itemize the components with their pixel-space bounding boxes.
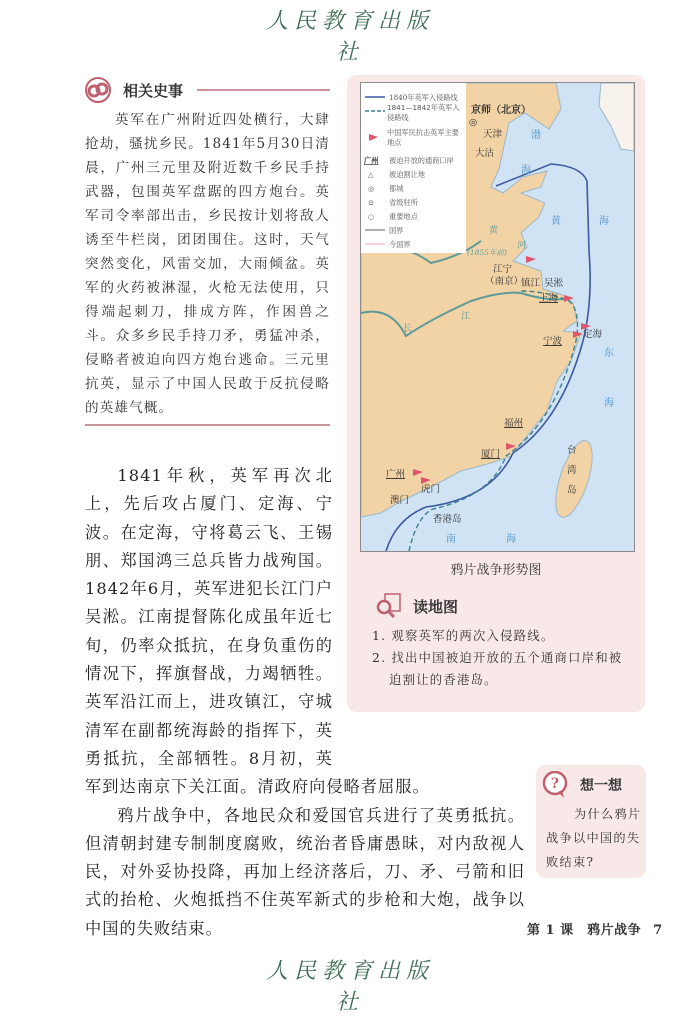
svg-text:黄: 黄 <box>489 226 499 236</box>
read-map-header <box>375 593 458 619</box>
place-label: 宁波 <box>543 336 563 347</box>
svg-text:河: 河 <box>517 241 527 251</box>
read-map-list <box>372 625 632 691</box>
svg-text:海: 海 <box>521 165 531 176</box>
question-icon <box>542 771 568 799</box>
map-caption: 鸦片战争形势图 <box>450 563 542 578</box>
place-label: 虎门 <box>421 484 441 495</box>
map-panel <box>347 75 645 712</box>
place-label: 香港岛 <box>433 514 462 525</box>
place-label: 定海 <box>583 329 603 340</box>
svg-text:江: 江 <box>461 312 471 322</box>
svg-text:⊙: ⊙ <box>368 198 375 207</box>
legend-item: 今国界 <box>389 240 411 249</box>
svg-text:海: 海 <box>604 398 614 409</box>
legend-item: 被迫割让地 <box>389 170 425 179</box>
svg-text:东: 东 <box>604 348 614 359</box>
list-item: 2. 找出中国被迫开放的五个通商口岸和被迫割让的香港岛。 <box>372 650 623 687</box>
opium-war-map <box>360 82 635 552</box>
place-label: 广州 <box>386 469 406 480</box>
read-map-title: 读地图 <box>413 597 459 616</box>
place-label: 吴淞 <box>544 278 564 289</box>
svg-text:广州: 广州 <box>364 156 379 165</box>
svg-text:?: ? <box>550 776 560 792</box>
publisher-logo: 人民教育出版社 <box>265 959 434 1015</box>
svg-text:◎: ◎ <box>368 184 375 193</box>
related-history-sidebar <box>85 76 330 426</box>
paragraph: 鸦片战争中，各地民众和爱国官兵进行了英勇抵抗。但清朝封建专制制度腐败，统治者昏庸愚昧，对内敌视人民，对外妥协投降，再加上经济落后，刀、矛、弓箭和旧式的抬枪、火炮抵挡不住英军新式的步枪和大炮，战争以中国的失败结束。 <box>85 805 525 938</box>
legend-item: 国界 <box>389 226 404 235</box>
divider <box>85 424 330 426</box>
list-item: 1. 观察英军的两次入侵路线。 <box>372 628 555 643</box>
legend-item: 1841—1842年英军入侵路线 <box>387 103 460 122</box>
place-label: 京师（北京） <box>471 105 531 116</box>
place-label: 福州 <box>504 418 524 429</box>
place-label: （南京） <box>485 276 524 287</box>
svg-text:湾: 湾 <box>567 465 577 476</box>
legend-item: 省级驻所 <box>389 198 418 207</box>
place-label: 镇江 <box>521 278 541 289</box>
paragraph: 1841年秋，英军再次北上，先后攻占厦门、定海、宁波。在定海，守将葛云飞、王锡朋、郑国鸿三总兵皆力战殉国。1842年6月，英军进犯长江门户吴淞。江南提督陈化成虽年近七旬，仍率众抵抗，在身负重伤的情况下，挥旗督战，力竭牺牲。英军沿江而上，进攻镇江，守城清军在副都统海龄的指挥下，英勇抵抗，全部牺牲。8月初，英军到达南京下关江面。清政府向侵略者屈服。 <box>85 466 430 797</box>
related-history-icon <box>85 77 111 103</box>
place-label: 上海 <box>539 293 559 304</box>
svg-text:台: 台 <box>567 445 577 456</box>
legend-item: 被迫开放的通商口岸 <box>389 156 454 165</box>
lesson-title: 第 1 课 鸦片战争 <box>527 923 642 938</box>
think-title: 想一想 <box>580 778 622 794</box>
page-number: 7 <box>653 923 663 938</box>
svg-text:长: 长 <box>403 324 413 334</box>
svg-text:渤: 渤 <box>531 130 541 141</box>
svg-text:○: ○ <box>368 212 375 221</box>
magnifier-icon <box>375 593 403 619</box>
svg-text:海: 海 <box>506 534 516 545</box>
place-label: 厦门 <box>481 449 501 460</box>
svg-text:◎: ◎ <box>469 117 478 128</box>
think-question: 为什么鸦片战争以中国的失败结束? <box>546 807 642 869</box>
place-label: 江宁 <box>493 264 513 275</box>
legend-item: 重要地点 <box>389 212 418 221</box>
sidebar-body: 英军在广州附近四处横行，大肆抢劫，骚扰乡民。1841年5月30日清晨，广州三元里及附近数千乡民手持武器，包围英军盘踞的四方炮台。英军司令率部出击，乡民按计划将敌人诱至牛栏岗，团团围住。这时，天气突然变化，风雷交加，大雨倾盆。英军的火药被淋湿，火枪无法使用，只得端起刺刀，排成方阵，作困兽之斗。众多乡民手持刀矛，勇猛冲杀，侵略者被迫向四方炮台逃命。三元里抗英，显示了中国人民敢于反抗侵略的英雄气概。 <box>85 112 330 416</box>
svg-text:海: 海 <box>599 216 609 227</box>
legend-item: 1840年英军入侵路线 <box>389 93 458 102</box>
place-label: 大沽 <box>475 148 495 159</box>
page-footer <box>527 919 663 938</box>
divider <box>197 89 330 91</box>
place-label: 天津 <box>483 129 503 140</box>
legend-item: 中国军民抗击英军主要地点 <box>387 128 459 147</box>
svg-text:△: △ <box>368 170 374 179</box>
svg-text:黄: 黄 <box>551 216 561 227</box>
legend-item: 都城 <box>389 184 404 193</box>
think-box <box>536 765 646 878</box>
publisher-logo: 人民教育出版社 <box>265 9 434 65</box>
sidebar-title: 相关史事 <box>123 81 184 100</box>
svg-text:岛: 岛 <box>567 485 577 496</box>
svg-text:(1855年前): (1855年前) <box>467 248 507 257</box>
svg-text:南: 南 <box>446 534 456 545</box>
place-label: 澳门 <box>390 495 410 506</box>
